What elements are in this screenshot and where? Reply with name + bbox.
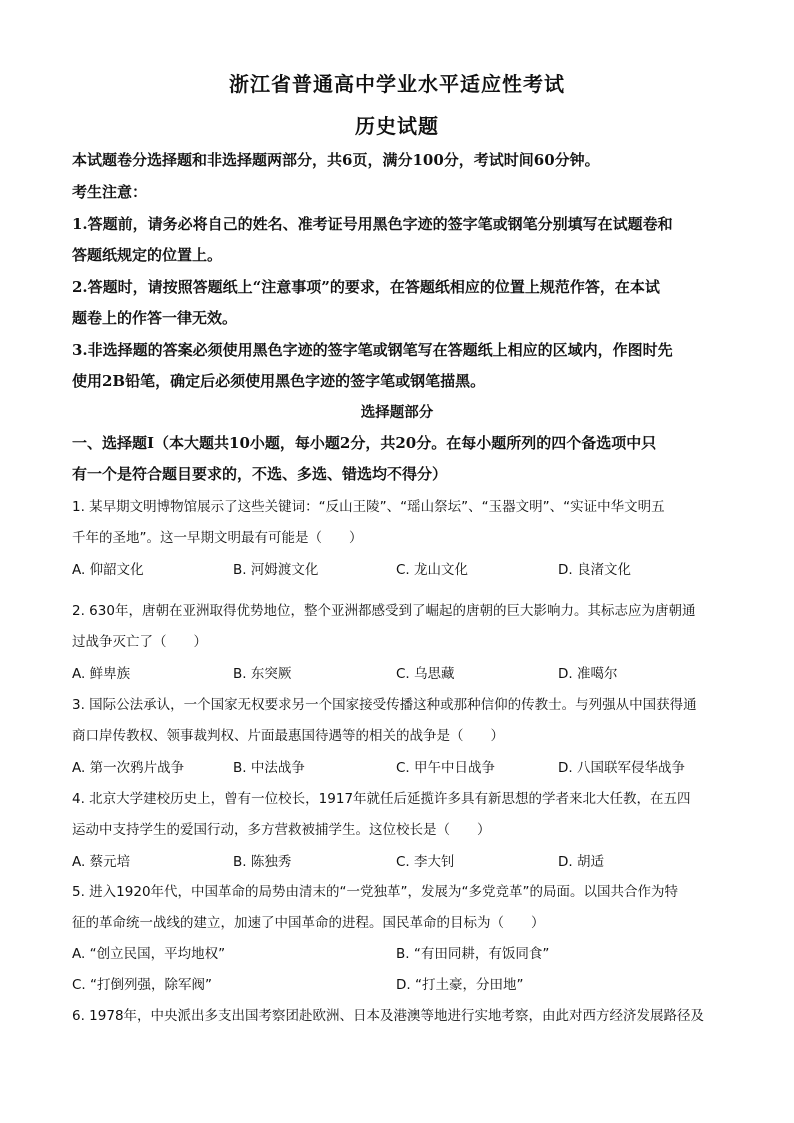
- question-3-option-a: A. 第一次鸦片战争: [72, 760, 185, 776]
- note-1-line-1: 1.答题前，请务必将自己的姓名、准考证号用黑色字迹的签字笔或钢笔分别填写在试题卷和: [72, 215, 673, 233]
- question-2-option-a: A. 鲜卑族: [72, 666, 131, 682]
- question-3-line-2: 商口岸传教权、领事裁判权、片面最惠国待遇等的相关的战争是（ ）: [72, 728, 504, 744]
- part1-header-line-2: 有一个是符合题目要求的，不选、多选、错选均不得分）: [72, 465, 448, 483]
- question-1-option-c: C. 龙山文化: [396, 562, 469, 578]
- question-5-line-1: 5. 进入1920年代，中国革命的局势由清末的“一党独革”，发展为“多党竞革”的局面。以国共合作为特: [72, 884, 679, 900]
- note-2-line-2: 题卷上的作答一律无效。: [72, 309, 238, 327]
- question-4-option-b: B. 陈独秀: [233, 854, 292, 870]
- section-title: 选择题部分: [360, 404, 434, 421]
- notes-label: 考生注意：: [72, 183, 148, 201]
- question-1-line-1: 1. 某早期文明博物馆展示了这些关键词：“反山王陵”、“瑶山祭坛”、“玉器文明”、“实证中华文明五: [72, 499, 665, 515]
- question-5-option-a: A. “创立民国，平均地权”: [72, 946, 226, 962]
- question-2-option-c: C. 乌思藏: [396, 666, 455, 682]
- note-1-line-2: 答题纸规定的位置上。: [72, 246, 223, 264]
- exam-title: 浙江省普通高中学业水平适应性考试: [229, 72, 565, 96]
- question-5-option-c: C. “打倒列强，除军阀”: [72, 977, 212, 993]
- question-1-option-a: A. 仰韶文化: [72, 562, 144, 578]
- question-4-line-2: 运动中支持学生的爱国行动，多方营救被捕学生。这位校长是（ ）: [72, 822, 491, 838]
- question-1-option-b: B. 河姆渡文化: [233, 562, 319, 578]
- question-5-option-d: D. “打土豪，分田地”: [396, 977, 524, 993]
- question-3-option-d: D. 八国联军侵华战争: [558, 760, 685, 776]
- note-2-line-1: 2.答题时，请按照答题纸上“注意事项”的要求，在答题纸相应的位置上规范作答，在本试: [72, 278, 660, 296]
- question-3-option-b: B. 中法战争: [233, 760, 305, 776]
- question-3-option-c: C. 甲午中日战争: [396, 760, 496, 776]
- note-3-line-2: 使用2B铅笔，确定后必须使用黑色字迹的签字笔或钢笔描黑。: [72, 372, 486, 390]
- question-2-option-b: B. 东突厥: [233, 666, 292, 682]
- question-3-line-1: 3. 国际公法承认，一个国家无权要求另一个国家接受传播这种或那种信仰的传教士。与列强从中国获得通: [72, 697, 697, 713]
- question-5-option-b: B. “有田同耕，有饭同食”: [396, 946, 550, 962]
- question-4-option-a: A. 蔡元培: [72, 854, 131, 870]
- question-4-line-1: 4. 北京大学建校历史上，曾有一位校长，1917年就任后延揽许多具有新思想的学者来北大任教，在五四: [72, 791, 691, 807]
- question-4-option-d: D. 胡适: [558, 854, 604, 870]
- question-4-option-c: C. 李大钊: [396, 854, 455, 870]
- question-2-option-d: D. 准噶尔: [558, 666, 618, 682]
- question-6-line-1: 6. 1978年，中央派出多支出国考察团赴欧洲、日本及港澳等地进行实地考察，由此对西方经济发展路径及: [72, 1008, 705, 1024]
- question-1-line-2: 千年的圣地”。这一早期文明最有可能是（ ）: [72, 530, 363, 546]
- question-5-line-2: 征的革命统一战线的建立，加速了中国革命的进程。国民革命的目标为（ ）: [72, 915, 545, 931]
- part1-header-line-1: 一、选择题Ⅰ（本大题共10小题，每小题2分，共20分。在每小题所列的四个备选项中只: [72, 434, 657, 452]
- question-1-option-d: D. 良渚文化: [558, 562, 631, 578]
- question-2-line-2: 过战争灭亡了（ ）: [72, 634, 207, 650]
- exam-subtitle: 历史试题: [355, 114, 439, 138]
- question-2-line-1: 2. 630年，唐朝在亚洲取得优势地位，整个亚洲都感受到了崛起的唐朝的巨大影响力。其标志应为唐朝通: [72, 603, 696, 619]
- note-3-line-1: 3.非选择题的答案必须使用黑色字迹的签字笔或钢笔写在答题纸上相应的区域内，作图时先: [72, 341, 673, 359]
- intro-text: 本试题卷分选择题和非选择题两部分，共6页，满分100分，考试时间60分钟。: [72, 151, 600, 169]
